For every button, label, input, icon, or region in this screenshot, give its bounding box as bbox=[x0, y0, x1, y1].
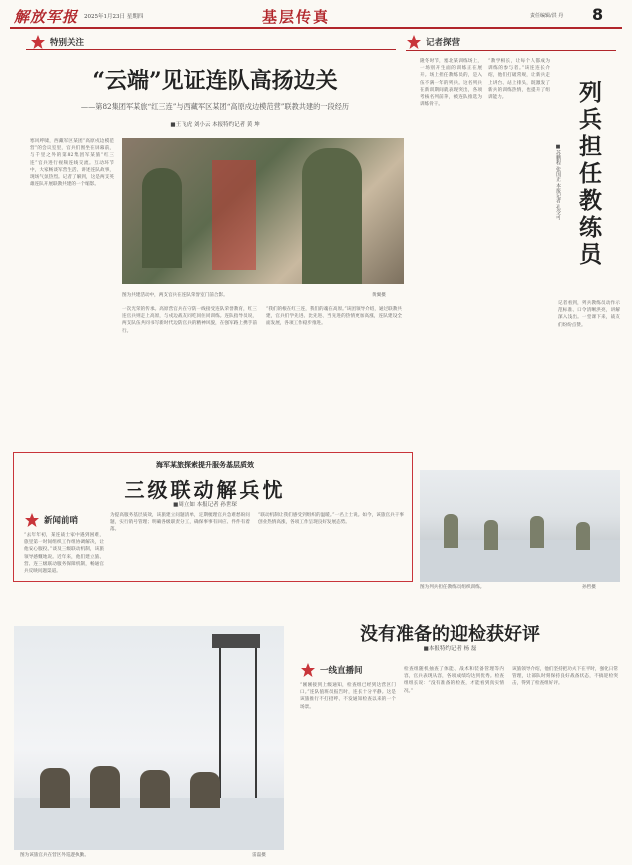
ready-tag: 一线直播间 bbox=[300, 662, 363, 678]
linkage-byline: ■周立如 本报记者 孙世琛 bbox=[173, 502, 237, 508]
special-focus-tag: 特别关注 bbox=[30, 34, 84, 50]
reporter-photo bbox=[420, 470, 620, 582]
reporter-tag: 记者探营 bbox=[406, 34, 460, 50]
ready-headline: 没有准备的迎检获好评 bbox=[360, 624, 540, 645]
editor-credit: 责任编辑/洪 丹 bbox=[530, 13, 564, 19]
reporter-rule bbox=[406, 50, 616, 51]
reporter-body-col1: 隆冬时节，塞北某训练场上，一场别开生面的训练正在展开。场上担任教练员的，是入伍不满一年的列兵。这名列兵在新训期间就表现突出，各项考核名列前茅，被连队推选为训练骨干。 bbox=[420, 59, 482, 108]
special-byline: ■王飞虎 刘小云 本报特约记者 黄 坤 bbox=[170, 122, 260, 128]
linkage-body-col3: “联动机制让我们感受到组织的温暖。”一名上士说。如今，该旅官兵干事创业热情高涨，各项工作呈现良好发展态势。 bbox=[258, 513, 404, 526]
special-photo-credit: 黄翼摄 bbox=[372, 293, 386, 298]
star-icon bbox=[24, 512, 40, 528]
reporter-photo-caption: 图为列兵担任教练员组织训练。 bbox=[420, 585, 485, 590]
newspaper-logo: 解放军报 bbox=[14, 8, 79, 26]
special-body-col3: “我们的根在红三连，我们的魂在高原。”该团领导介绍，通过联教共建，官兵们学先进、比先进、当先进的热情更加高涨，连队建设全面发展，各项工作稳步推进。 bbox=[266, 307, 402, 327]
star-icon bbox=[406, 34, 422, 50]
header-rule bbox=[10, 27, 622, 29]
star-icon bbox=[300, 662, 316, 678]
ready-photo-credit: 雷磊摄 bbox=[252, 853, 266, 858]
linkage-headline: 三级联动解兵忧 bbox=[124, 478, 286, 502]
special-photo bbox=[122, 138, 404, 284]
section-title: 基层传真 bbox=[262, 8, 331, 26]
ready-body-col2: 检查组随机抽查了体能、战术和装备管理等内容，官兵表现从容，各项成绩均达到优秀。检查组组长说：“没有准备的检查，才能看到真实情况。” bbox=[404, 667, 504, 694]
star-icon bbox=[30, 34, 46, 50]
ready-body-col3: 该旅领导介绍，他们坚持把功夫下在平时，强化日常管理，让部队时刻保持良好战备状态，不搞迎检突击，得到了检查组好评。 bbox=[512, 667, 618, 687]
ready-photo bbox=[14, 626, 284, 850]
linkage-body-col2: 为提高服务基层质效，该旅建立问题清单，定期梳理官兵急难愁盼问题，实行销号管理；明确各级职责分工，确保事事有回应、件件有着落。 bbox=[110, 513, 250, 533]
linkage-tag: 新闻前哨 bbox=[24, 512, 78, 528]
issue-date: 2025年1月23日 星期四 bbox=[84, 14, 144, 20]
special-rule bbox=[26, 49, 396, 50]
reporter-body-col3: 记者看到，列兵教练员动作示范标准、口令清晰洪亮，讲解深入浅出。一堂课下来，战友们纷纷点赞。 bbox=[558, 301, 620, 328]
special-body-col1: 寒风呼啸，西藏军区某团“高原戍边模范营”的会议室里，官兵们围坐在屏幕前，与千里之外的第82集团军某旅“红三连”官兵进行视频连线交流。互动环节中，大家畅谈军营生活、讲述连队故事，现场气氛热烈。记者了解到，这是两支英雄连队开展联教共建的一个缩影。 bbox=[30, 139, 114, 188]
ready-body-col1: “刚刚接到上级通知，检查组已经到达营区门口。”连队值班员报告时，连长十分平静。这是该旅推行不打招呼、不发通知检查以来的一个场景。 bbox=[300, 683, 396, 710]
special-dek: ——第82集团军某旅“红三连”与西藏军区某团“高原戍边模范营”联教共建的一段经历 bbox=[80, 102, 350, 111]
linkage-kicker: 海军某旅探索提升服务基层质效 bbox=[156, 460, 254, 469]
reporter-body-col2: “教学相长，让每个人都成为训练的参与者。”该连连长介绍，他们打破常规，让新兵走上讲台、站上排头，既激发了新兵的训练热情，也提升了组训能力。 bbox=[488, 59, 550, 101]
ready-photo-caption: 图为该旅官兵在营区外巡逻执勤。 bbox=[20, 853, 89, 858]
ready-byline: ■本报特约记者 杨 磊 bbox=[423, 646, 477, 652]
special-photo-caption: 图为共建活动中，两支官兵在连队荣誉室门前合影。 bbox=[122, 293, 228, 298]
page-number: 8 bbox=[592, 5, 604, 24]
reporter-byline: ■苏鹏程 张国正 本报记者 孔令可 bbox=[555, 144, 561, 220]
special-body-col2: 一次光荣的传承。高原营官兵在守防一线接受连队荣誉教育，红三连官兵则走上高原，与戍边战友同吃同住同训练。连队指导员说，两支队伍共同书写新时代边防官兵的精神风貌，在强军路上携手前行。 bbox=[122, 307, 257, 334]
special-headline: “云端”见证连队高扬边关 bbox=[92, 68, 338, 94]
linkage-body-col1: “去年年初，某连战士家中遇到困难，旅里第一时间组织工作组协调解决，让他安心服役。”谈及三级联动机制，该旅领导感慨地说。近年来，他们建立旅、营、连三级联动服务保障机制，畅通官兵反映问题渠道。 bbox=[24, 533, 104, 575]
reporter-photo-credit: 孙哲摄 bbox=[582, 585, 596, 590]
reporter-headline: 列兵担任教练员 bbox=[575, 80, 602, 269]
